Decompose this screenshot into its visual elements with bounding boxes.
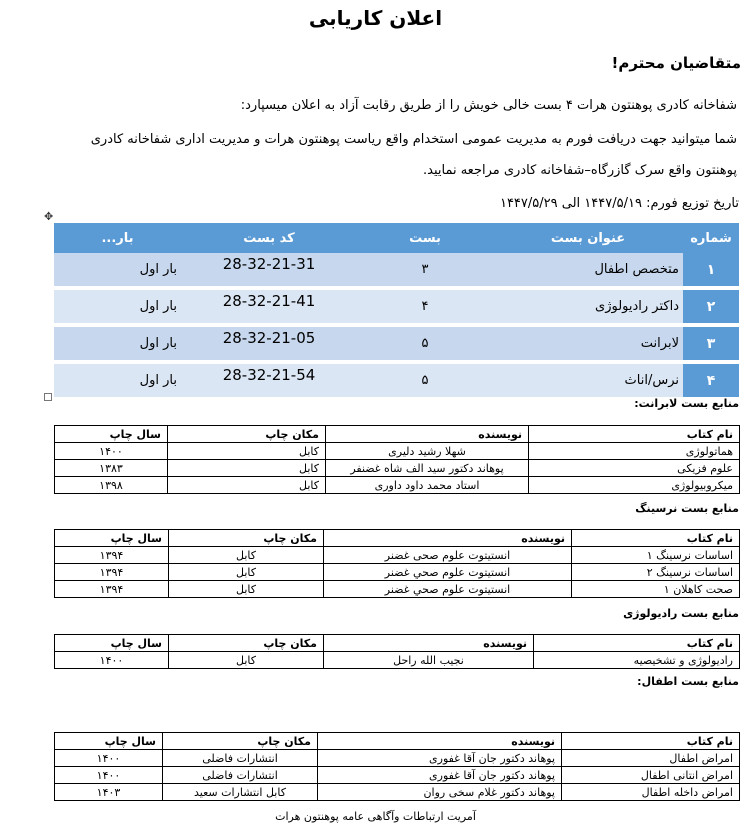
header-author: نویسنده bbox=[326, 426, 529, 443]
intro-paragraph-line-2: شما میتوانید جهت دریافت فورم به مدیریت عمومی استخدام واقع ریاست پوهنتون هرات و مدیریت اداری شفاخانه کادری bbox=[90, 132, 737, 147]
book-author: پوهاند دکتور سید الف شاه غضنفر bbox=[326, 460, 529, 477]
position-grade: ۵ bbox=[357, 325, 493, 362]
table-row bbox=[55, 581, 740, 598]
book-name: علوم فزیکی bbox=[529, 460, 740, 477]
header-publish-year: سال چاپ bbox=[55, 635, 169, 652]
row-number: ۳ bbox=[683, 325, 739, 362]
position-title: نرس/اناث bbox=[493, 362, 683, 399]
position-title: متخصص اطفال bbox=[493, 253, 683, 288]
book-publish-place: کابل bbox=[168, 443, 326, 460]
header-book-name: نام کتاب bbox=[572, 530, 740, 547]
book-author: پوهاند دکتور جان آقا غفوری bbox=[318, 767, 562, 784]
position-grade: ۴ bbox=[357, 288, 493, 325]
salutation: متقاضیان محترم! bbox=[611, 54, 741, 72]
table-row bbox=[54, 325, 739, 362]
position-turn: بار اول bbox=[54, 362, 181, 399]
positions-header-row bbox=[54, 223, 739, 253]
header-publish-place: مکان چاپ bbox=[169, 530, 324, 547]
header-publish-year: سال چاپ bbox=[55, 733, 163, 750]
section-title-lab: منابع بست لابرانت: bbox=[634, 397, 739, 410]
book-name: اساسات نرسینگ ۲ bbox=[572, 564, 740, 581]
section-title-radiology: منابع بست رادیولوژی bbox=[623, 607, 739, 620]
books-table-nursing bbox=[54, 529, 740, 598]
table-row bbox=[55, 547, 740, 564]
book-publish-year: ۱۴۰۰ bbox=[55, 750, 163, 767]
book-author: شهلا رشید دلیری bbox=[326, 443, 529, 460]
table-row bbox=[54, 288, 739, 325]
header-publish-place: مکان چاپ bbox=[168, 426, 326, 443]
position-grade: ۳ bbox=[357, 253, 493, 288]
intro-paragraph-line-1: شفاخانه کادری پوهنتون هرات ۴ بست خالی خویش را از طریق رقابت آزاد به اعلان میسپارد: bbox=[240, 98, 737, 113]
books-table-lab bbox=[54, 425, 740, 494]
book-name: صحت کاهلان ۱ bbox=[572, 581, 740, 598]
book-publish-year: ۱۴۰۰ bbox=[55, 767, 163, 784]
position-code: 28-32-21-05 bbox=[181, 325, 357, 362]
book-author: پوهاند دکتور غلام سخی روان bbox=[318, 784, 562, 801]
position-turn: بار اول bbox=[54, 325, 181, 362]
book-publish-year: ۱۳۸۳ bbox=[55, 460, 168, 477]
row-number: ۴ bbox=[683, 362, 739, 399]
book-publish-year: ۱۴۰۰ bbox=[55, 652, 169, 669]
row-number: ۲ bbox=[683, 288, 739, 325]
book-publish-year: ۱۳۹۸ bbox=[55, 477, 168, 494]
table-move-handle-icon[interactable]: ✥ bbox=[44, 210, 54, 223]
book-author: نجیب الله راحل bbox=[324, 652, 534, 669]
book-publish-place: کابل انتشارات سعید bbox=[163, 784, 318, 801]
table-row bbox=[55, 750, 740, 767]
position-title: لابرانت bbox=[493, 325, 683, 362]
position-title: داکتر رادیولوژی bbox=[493, 288, 683, 325]
header-book-name: نام کتاب bbox=[529, 426, 740, 443]
book-publish-place: کابل bbox=[168, 460, 326, 477]
header-turn: بار... bbox=[54, 223, 181, 253]
book-publish-year: ۱۳۹۴ bbox=[55, 564, 169, 581]
book-author: انستیتوت علوم صحی غضنر bbox=[324, 547, 572, 564]
book-author: پوهاند دکتور جان آقا غفوری bbox=[318, 750, 562, 767]
books-table-pediatrics bbox=[54, 732, 740, 801]
document-title: اعلان کاریابی bbox=[308, 6, 443, 30]
book-name: امراض انتانی اطفال bbox=[562, 767, 740, 784]
book-author: انستیتوت علوم صحي غضنر bbox=[324, 581, 572, 598]
book-author: انستیتوت علوم صحي غضنر bbox=[324, 564, 572, 581]
position-turn: بار اول bbox=[54, 253, 181, 288]
book-author: استاد محمد داود داوری bbox=[326, 477, 529, 494]
positions-table bbox=[54, 223, 739, 401]
table-row bbox=[55, 443, 740, 460]
header-position-title: عنوان بست bbox=[493, 223, 683, 253]
header-position-code: کد بست bbox=[181, 223, 357, 253]
book-publish-place: کابل bbox=[168, 477, 326, 494]
book-publish-place: کابل bbox=[169, 564, 324, 581]
book-name: امراض اطفال bbox=[562, 750, 740, 767]
table-row bbox=[55, 652, 740, 669]
distribution-date: تاریخ توزیع فورم: ۱۴۴۷/۵/۱۹ الی ۱۴۴۷/۵/۲۹ bbox=[499, 196, 739, 211]
position-turn: بار اول bbox=[54, 288, 181, 325]
books-header-row bbox=[55, 426, 740, 443]
books-table-radiology bbox=[54, 634, 740, 669]
books-header-row bbox=[55, 530, 740, 547]
table-row bbox=[55, 564, 740, 581]
table-row bbox=[55, 784, 740, 801]
table-row bbox=[54, 253, 739, 288]
header-book-name: نام کتاب bbox=[534, 635, 740, 652]
header-publish-place: مکان چاپ bbox=[163, 733, 318, 750]
position-grade: ۵ bbox=[357, 362, 493, 399]
book-name: هماتولوژی bbox=[529, 443, 740, 460]
book-name: اساسات نرسینگ ۱ bbox=[572, 547, 740, 564]
table-resize-handle-icon[interactable] bbox=[44, 393, 52, 401]
table-row bbox=[55, 460, 740, 477]
position-code: 28-32-21-41 bbox=[181, 288, 357, 325]
header-author: نویسنده bbox=[324, 530, 572, 547]
book-name: میکروبیولوژی bbox=[529, 477, 740, 494]
books-header-row bbox=[55, 635, 740, 652]
intro-paragraph-line-3: پوهنتون واقع سرک گازرگاه–شفاخانه کادری مراجعه نمایید. bbox=[422, 163, 737, 178]
book-name: امراض داخله اطفال bbox=[562, 784, 740, 801]
table-row bbox=[54, 362, 739, 399]
footer-attribution: آمریت ارتباطات وآگاهی عامه پوهنتون هرات bbox=[275, 810, 476, 823]
book-publish-place: کابل bbox=[169, 652, 324, 669]
header-book-name: نام کتاب bbox=[562, 733, 740, 750]
table-row bbox=[55, 477, 740, 494]
book-publish-year: ۱۳۹۴ bbox=[55, 581, 169, 598]
book-publish-year: ۱۴۰۰ bbox=[55, 443, 168, 460]
section-title-pediatrics: منابع بست اطفال: bbox=[637, 675, 739, 688]
position-code: 28-32-21-54 bbox=[181, 362, 357, 399]
header-grade: بست bbox=[357, 223, 493, 253]
header-number: شماره bbox=[683, 223, 739, 253]
book-publish-year: ۱۳۹۴ bbox=[55, 547, 169, 564]
header-publish-year: سال چاپ bbox=[55, 426, 168, 443]
book-publish-place: کابل bbox=[169, 581, 324, 598]
header-author: نویسنده bbox=[318, 733, 562, 750]
book-publish-place: کابل bbox=[169, 547, 324, 564]
header-author: نویسنده bbox=[324, 635, 534, 652]
book-name: رادیولوژی و تشخیصیه bbox=[534, 652, 740, 669]
header-publish-year: سال چاپ bbox=[55, 530, 169, 547]
book-publish-place: انتشارات فاضلی bbox=[163, 750, 318, 767]
section-title-nursing: منابع بست نرسینگ bbox=[635, 502, 739, 515]
book-publish-year: ۱۴۰۳ bbox=[55, 784, 163, 801]
row-number: ۱ bbox=[683, 253, 739, 288]
header-publish-place: مکان چاپ bbox=[169, 635, 324, 652]
position-code: 28-32-21-31 bbox=[181, 253, 357, 288]
book-publish-place: انتشارات فاضلی bbox=[163, 767, 318, 784]
table-row bbox=[55, 767, 740, 784]
books-header-row bbox=[55, 733, 740, 750]
